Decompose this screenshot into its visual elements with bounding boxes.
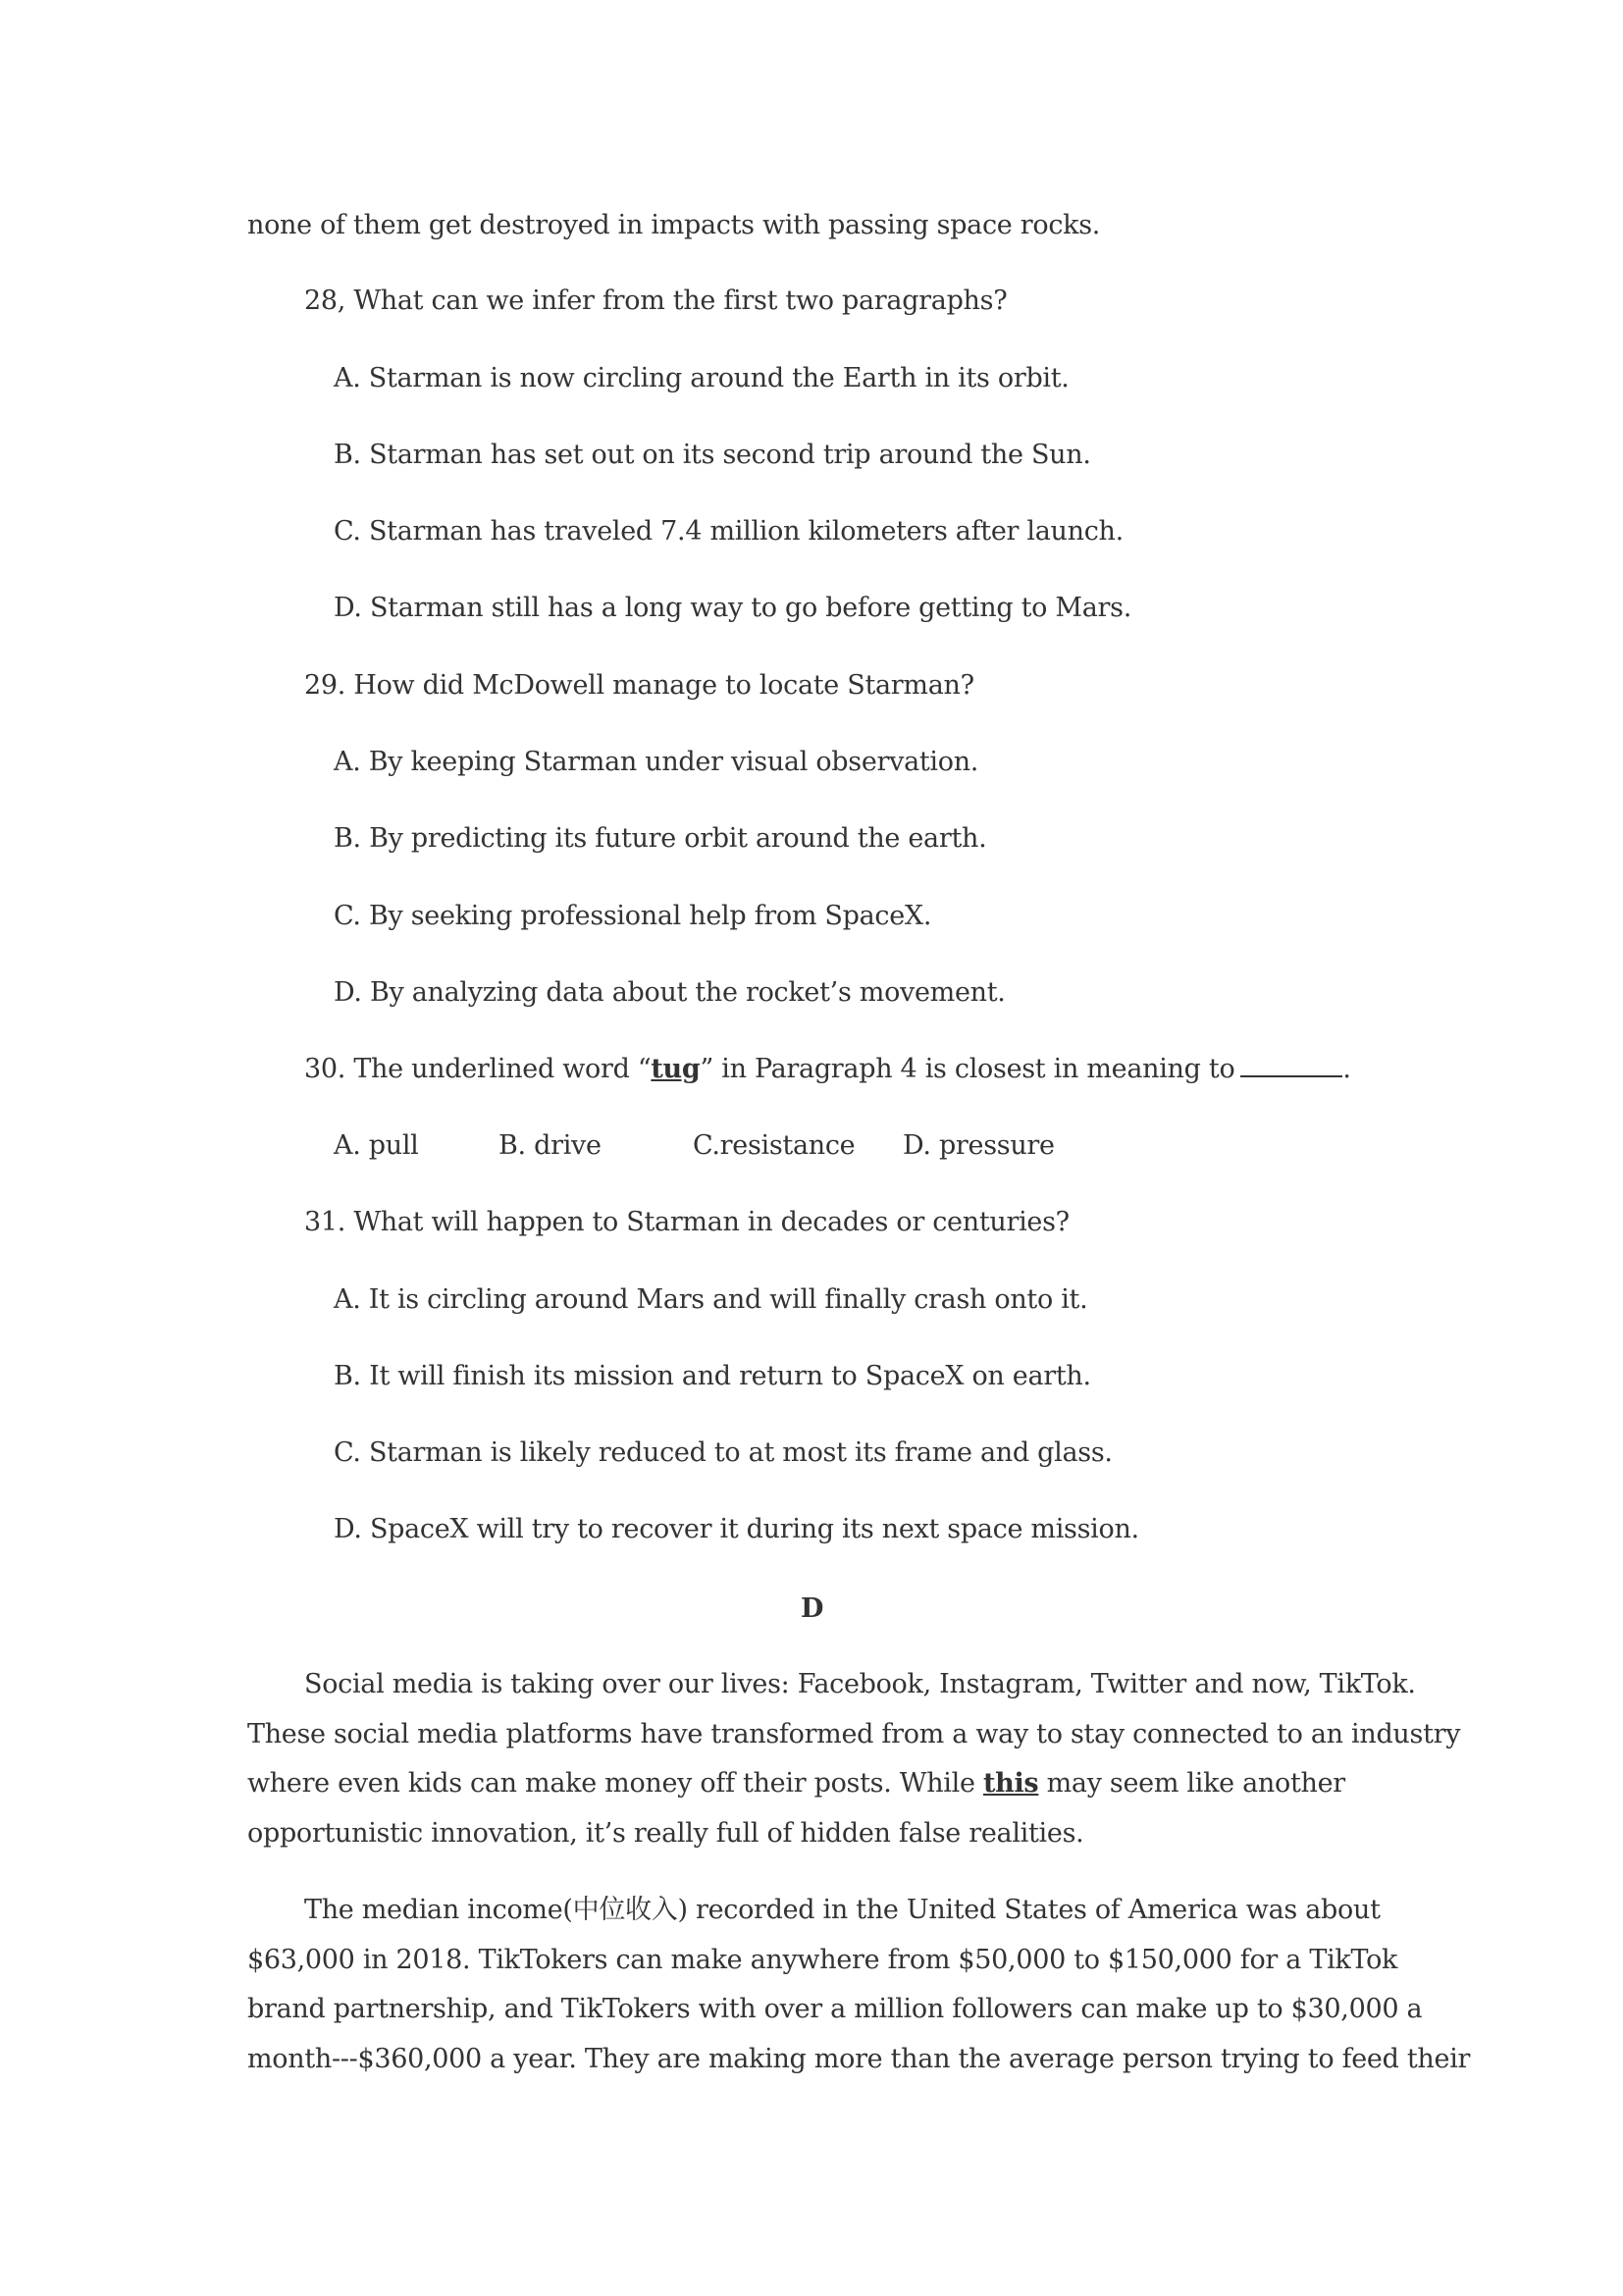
- section-d-p1-line3-after: may seem like another: [1038, 1768, 1345, 1799]
- question-30-stem: [304, 1052, 1351, 1087]
- question-28-option-a: A. Starman is now circling around the Earth in its orbit.: [334, 363, 1070, 393]
- section-d-p1-line4: opportunistic innovation, it’s really full of hidden false realities.: [247, 1818, 1084, 1849]
- question-31-option-a: A. It is circling around Mars and will finally crash onto it.: [334, 1284, 1088, 1315]
- question-28-option-c: C. Starman has traveled 7.4 million kilometers after launch.: [334, 516, 1124, 547]
- question-28-stem: 28, What can we infer from the first two paragraphs?: [304, 286, 1008, 316]
- section-d-p1-line3: [247, 1766, 1345, 1801]
- question-30-option-a: A. pull: [334, 1130, 419, 1161]
- underlined-word-this: this: [982, 1768, 1039, 1799]
- question-30-option-c: C.resistance: [693, 1130, 856, 1161]
- question-30-option-d: D. pressure: [903, 1130, 1055, 1161]
- section-d-p2-line3: brand partnership, and TikTokers with over a million followers can make up to $30,000 a: [247, 1994, 1423, 2024]
- question-30-stem-end: .: [1342, 1054, 1351, 1084]
- question-29-option-a: A. By keeping Starman under visual observation.: [334, 747, 979, 777]
- question-28-option-b: B. Starman has set out on its second trip around the Sun.: [334, 440, 1091, 470]
- question-29-option-b: B. By predicting its future orbit around the earth.: [334, 823, 987, 854]
- question-28-option-d: D. Starman still has a long way to go before getting to Mars.: [334, 593, 1131, 623]
- question-31-option-b: B. It will finish its mission and return to SpaceX on earth.: [334, 1361, 1091, 1391]
- question-30-underlined-word: tug: [651, 1054, 701, 1084]
- section-d-p1-line2: These social media platforms have transformed from a way to stay connected to an industry: [247, 1719, 1461, 1749]
- question-30-stem-after: ” in Paragraph 4 is closest in meaning to: [700, 1054, 1235, 1084]
- section-d-p2-line2: $63,000 in 2018. TikTokers can make anywhere from $50,000 to $150,000 for a TikTok: [247, 1945, 1398, 1975]
- section-d-p2-line4: month---$360,000 a year. They are making more than the average person trying to feed their: [247, 2044, 1471, 2074]
- section-heading-d: D: [801, 1593, 824, 1624]
- question-31-stem: 31. What will happen to Starman in decades or centuries?: [304, 1207, 1070, 1237]
- section-d-p1-line3-before: where even kids can make money off their posts. While: [247, 1768, 983, 1799]
- question-31-option-d: D. SpaceX will try to recover it during its next space mission.: [334, 1514, 1139, 1544]
- answer-blank: [1240, 1052, 1342, 1077]
- question-29-option-d: D. By analyzing data about the rocket’s movement.: [334, 977, 1006, 1008]
- question-31-option-c: C. Starman is likely reduced to at most its frame and glass.: [334, 1437, 1113, 1468]
- section-d-p1-line1: Social media is taking over our lives: Facebook, Instagram, Twitter and now, TikTok.: [304, 1669, 1416, 1699]
- question-29-stem: 29. How did McDowell manage to locate Starman?: [304, 670, 974, 701]
- question-29-option-c: C. By seeking professional help from SpaceX.: [334, 901, 932, 931]
- section-d-p2-line1: The median income(中位收入) recorded in the United States of America was about: [304, 1895, 1381, 1925]
- question-30-stem-before: 30. The underlined word “: [304, 1054, 652, 1084]
- question-30-option-b: B. drive: [498, 1130, 602, 1161]
- passage-c-tail: none of them get destroyed in impacts with passing space rocks.: [247, 210, 1101, 240]
